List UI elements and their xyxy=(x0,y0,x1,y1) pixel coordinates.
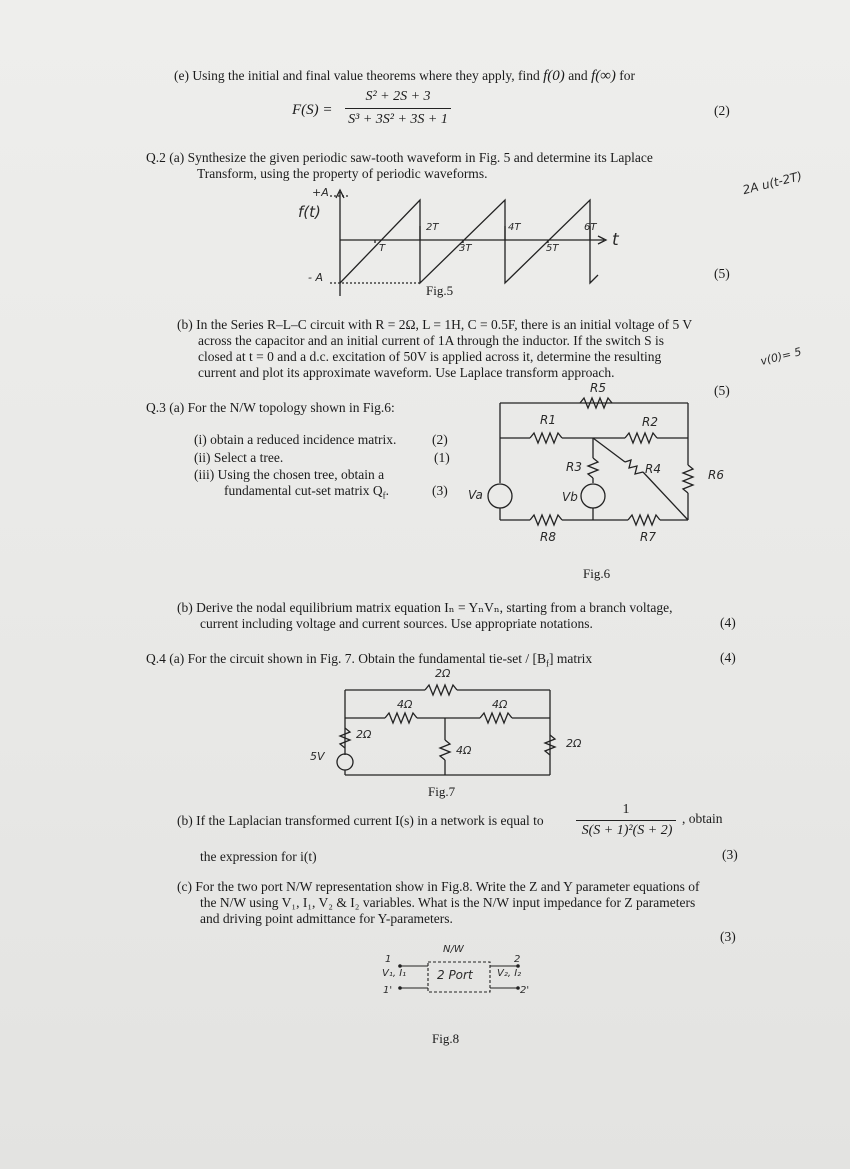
q4b-marks: (3) xyxy=(722,847,738,862)
q4a-line: Q.4 (a) For the circuit shown in Fig. 7. Obtain the fundamental $tie-set / [B_f]$ matrix xyxy=(146,651,593,669)
q4c-marks: (3) xyxy=(720,929,736,944)
q2b-handwritten-vc: v(0)= 5 xyxy=(759,345,803,368)
fig6-label-R6: R6 xyxy=(708,468,724,482)
q4b-denominator: S(S + 1)²(S + 2) xyxy=(581,823,673,838)
fig6-label-R3: R3 xyxy=(566,460,582,474)
fig6-label-R7: R7 xyxy=(640,530,656,544)
q3a-item-2: (ii) Select a tree. xyxy=(194,450,284,465)
fig8-box-label: 2 Port xyxy=(437,968,473,982)
fig5-tick-2T: 2T xyxy=(426,222,439,233)
q4b-line2: the expression for i(t) xyxy=(200,849,317,864)
q3a-item-1-marks: (2) xyxy=(432,432,448,447)
fig5-tick-3T: 3T xyxy=(459,243,472,254)
q3b-line2: current including voltage and current sources. Use appropriate notations. xyxy=(200,616,593,631)
q3a-item-3-marks: (3) xyxy=(432,483,448,498)
fig5-pos-amplitude: +A xyxy=(312,186,329,199)
q4a-marks: (4) xyxy=(720,650,736,665)
fig6-label-R5: R5 xyxy=(590,381,606,395)
q2a-line1: Q.2 (a) Synthesize the given periodic saw-tooth waveform in Fig. 5 and determine its Laplace xyxy=(146,150,653,165)
q3a-item-1: (i) obtain a reduced incidence matrix. xyxy=(194,432,397,447)
fig6-label-R4: R4 xyxy=(645,462,661,476)
fig6-label-R8: R8 xyxy=(540,530,556,544)
q2-handwritten-note: 2A u(t-2T) xyxy=(741,168,804,198)
fig5-tick-6T: 6T xyxy=(584,222,597,233)
fig5-t-axis-label: t xyxy=(612,230,619,250)
fig7-label-right-2ohm: 2Ω xyxy=(566,737,582,750)
fig5-neg-amplitude: - A xyxy=(308,271,323,284)
fig8-node-2p: 2' xyxy=(520,985,530,996)
q4c-line1: (c) For the two port N/W representation show in Fig.8. Write the Z and Y parameter equations of xyxy=(177,879,700,894)
fig7-label-right-4ohm: 4Ω xyxy=(492,698,508,711)
q1e-lhs: F(S) = xyxy=(292,102,333,118)
fig8-right-vars: V₂, I₂ xyxy=(497,968,522,979)
q2b-marks: (5) xyxy=(714,383,730,398)
q2a-line2: Transform, using the property of periodic waveforms. xyxy=(197,166,488,181)
fig7-caption: Fig.7 xyxy=(428,784,456,799)
q2b-line1: (b) In the Series R–L–C circuit with R = 2Ω, L = 1H, C = 0.5F, there is an initial voltage of 5 V xyxy=(177,317,693,332)
fig8-nw-label: N/W xyxy=(443,944,464,955)
q2a-marks: (5) xyxy=(714,266,730,281)
q1e-denominator: S³ + 3S² + 3S + 1 xyxy=(348,112,448,127)
fig5-caption: Fig.5 xyxy=(426,283,454,298)
fig6-label-Vb: Vb xyxy=(562,490,578,504)
q4c-line2: the N/W using V₁, I₁, V₂ & I₂ variables. What is the N/W input impedance for Z parameters xyxy=(200,895,696,910)
q3b-line1: (b) Derive the nodal equilibrium matrix equation Iₙ = YₙVₙ, starting from a branch voltage, xyxy=(177,600,673,615)
q4b-numerator: 1 xyxy=(622,802,630,817)
q3b-marks: (4) xyxy=(720,615,736,630)
fig5-tick-T: T xyxy=(379,243,386,254)
fig8-caption: Fig.8 xyxy=(432,1031,460,1046)
fig7-label-source: 5V xyxy=(310,750,325,763)
q3a-item-2-marks: (1) xyxy=(434,450,450,465)
q2b-line3: closed at t = 0 and a d.c. excitation of 50V is applied across it, determine the resulting xyxy=(198,349,662,364)
fig7-label-top-2ohm: 2Ω xyxy=(435,667,451,680)
q4b-tail: , obtain xyxy=(682,811,723,826)
fig7-label-left-4ohm: 4Ω xyxy=(397,698,413,711)
fig7-label-left-2ohm: 2Ω xyxy=(356,728,372,741)
q1e-numerator: S² + 2S + 3 xyxy=(365,89,431,104)
q3a-item-4: fundamental cut-set matrix $Q_f$. xyxy=(224,483,389,501)
fig5-y-label: f(t) xyxy=(298,203,321,221)
fig8-node-1p: 1' xyxy=(383,985,393,996)
fig6-caption: Fig.6 xyxy=(583,566,611,581)
fig7-label-mid-4ohm: 4Ω xyxy=(456,744,472,757)
fig6-label-R1: R1 xyxy=(540,413,556,427)
q3a-item-3: (iii) Using the chosen tree, obtain a xyxy=(194,467,385,482)
fig8-node-2: 2 xyxy=(514,954,521,965)
q2b-line2: across the capacitor and an initial current of 1A through the inductor. If the switch S is xyxy=(198,333,665,348)
fig5-tick-5T: 5T xyxy=(546,243,559,254)
q1e-text: (e) Using the initial and final value theorems where they apply, find f(0) and f(∞) for xyxy=(174,68,636,84)
q4c-line3: and driving point admittance for Y-parameters. xyxy=(200,911,453,926)
fig6-label-Va: Va xyxy=(468,488,483,502)
fig6-label-R2: R2 xyxy=(642,415,658,429)
q4b-line: (b) If the Laplacian transformed current I(s) in a network is equal to xyxy=(177,813,544,828)
q2b-line4: current and plot its approximate waveform. Use Laplace transform approach. xyxy=(198,365,615,380)
q1e-marks: (2) xyxy=(714,103,730,118)
fig5-tick-4T: 4T xyxy=(508,222,521,233)
fig8-left-vars: V₁, I₁ xyxy=(382,968,407,979)
fig8-node-1: 1 xyxy=(385,954,392,965)
q3a-line: Q.3 (a) For the N/W topology shown in Fig.6: xyxy=(146,400,395,415)
